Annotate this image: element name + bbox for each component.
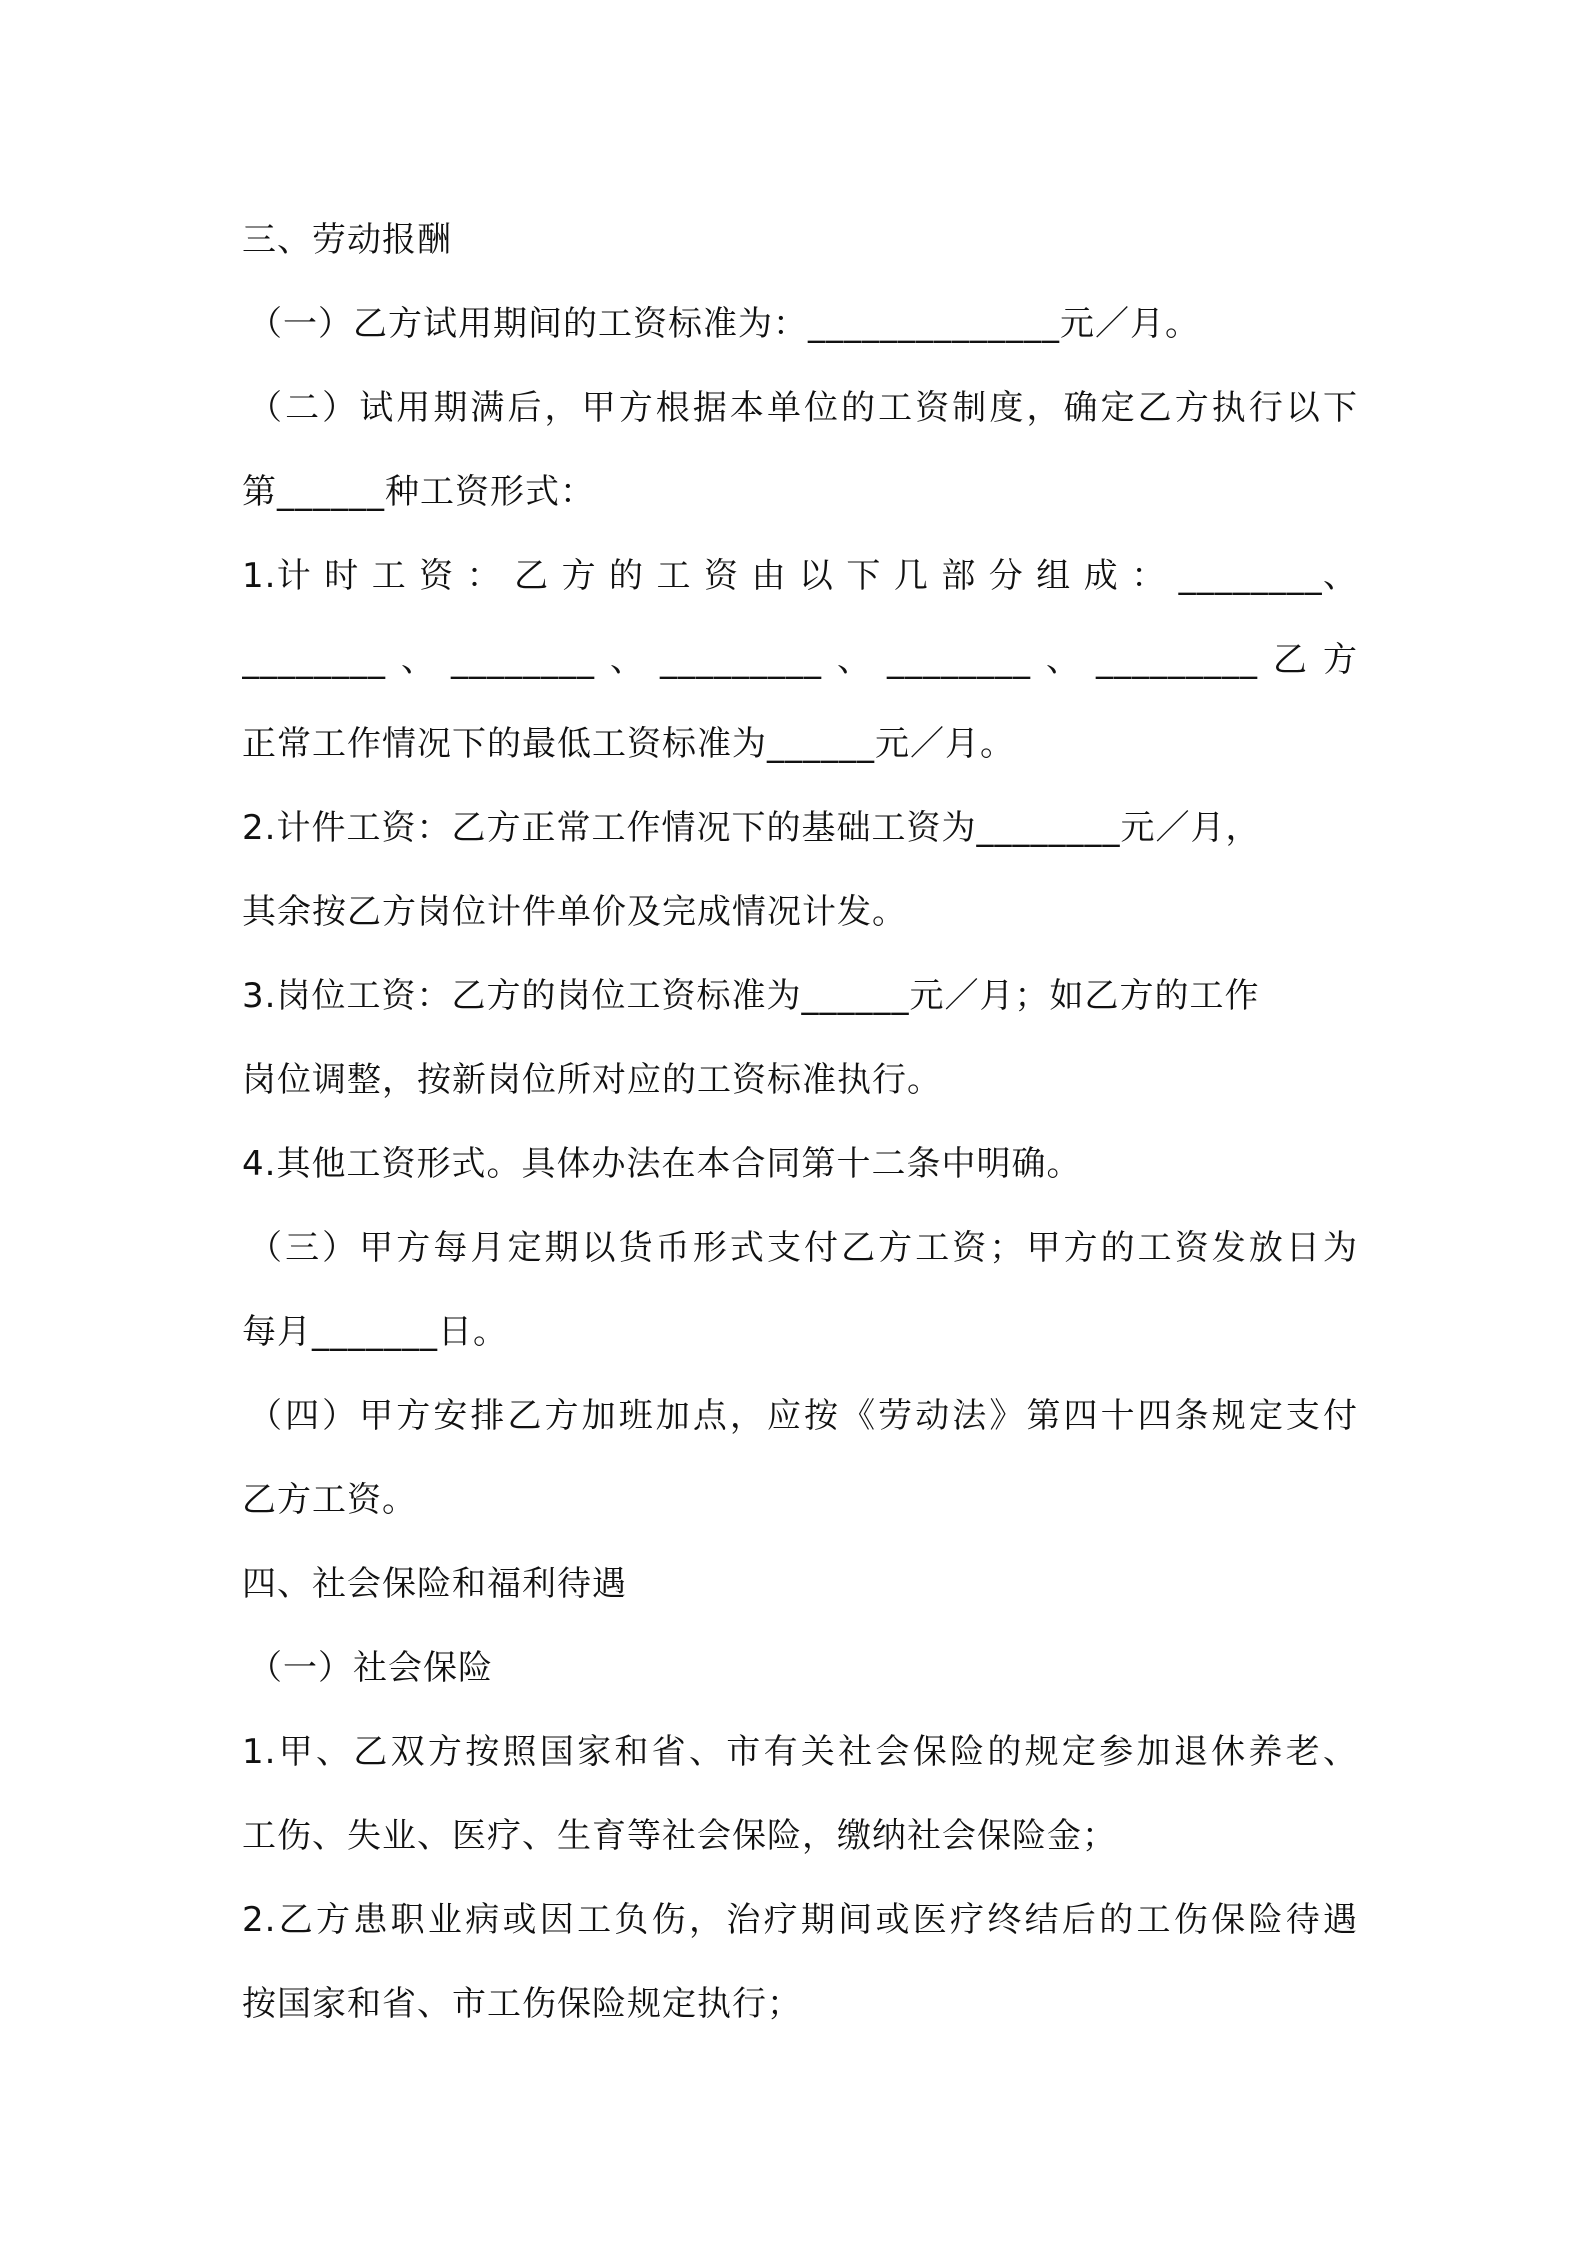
- item-insurance-types: 工伤、失业、医疗、生育等社会保险，缴纳社会保险金；: [242, 1816, 1117, 1856]
- subsection-social-insurance: （一）社会保险: [248, 1648, 493, 1688]
- clause-after-probation: （二）试用期满后，甲方根据本单位的工资制度，确定乙方执行以下: [248, 388, 1358, 428]
- item-post-wage-adjust: 岗位调整，按新岗位所对应的工资标准执行。: [242, 1060, 942, 1100]
- item-other-wage: 4.其他工资形式。具体办法在本合同第十二条中明确。: [242, 1144, 1082, 1184]
- clause-overtime: （四）甲方安排乙方加班加点，应按《劳动法》第四十四条规定支付: [248, 1396, 1358, 1436]
- item-piece-wage: 2.计件工资：乙方正常工作情况下的基础工资为________元／月，: [242, 808, 1261, 848]
- item-post-wage: 3.岗位工资：乙方的岗位工资标准为______元／月；如乙方的工作: [242, 976, 1260, 1016]
- item-occupational-injury: 2.乙方患职业病或因工负伤，治疗期间或医疗终结后的工伤保险待遇: [242, 1900, 1358, 1940]
- item-hourly-wage-minimum: 正常工作情况下的最低工资标准为______元／月。: [242, 724, 1015, 764]
- section-heading-social-insurance: 四、社会保险和福利待遇: [242, 1564, 627, 1604]
- item-piece-wage-rest: 其余按乙方岗位计件单价及完成情况计发。: [242, 892, 907, 932]
- section-heading-labor-pay: 三、劳动报酬: [242, 220, 452, 260]
- item-injury-regulation: 按国家和省、市工伤保险规定执行；: [242, 1984, 802, 2024]
- clause-wage-form-choice: 第______种工资形式：: [242, 472, 595, 512]
- clause-payday: 每月_______日。: [242, 1312, 508, 1352]
- clause-overtime-pay: 乙方工资。: [242, 1480, 417, 1520]
- clause-payment-method: （三）甲方每月定期以货币形式支付乙方工资；甲方的工资发放日为: [248, 1228, 1358, 1268]
- document-body: [242, 198, 1358, 2046]
- clause-probation-wage: （一）乙方试用期间的工资标准为：______________元／月。: [248, 304, 1200, 344]
- item-hourly-wage-blanks: ________、________、_________、________、_________乙方: [242, 640, 1358, 680]
- item-insurance-participation: 1.甲、乙双方按照国家和省、市有关社会保险的规定参加退休养老、: [242, 1732, 1358, 1772]
- item-hourly-wage: 1.计 时 工 资 ： 乙 方 的 工 资 由 以 下 几 部 分 组 成 ： ________、: [242, 556, 1358, 596]
